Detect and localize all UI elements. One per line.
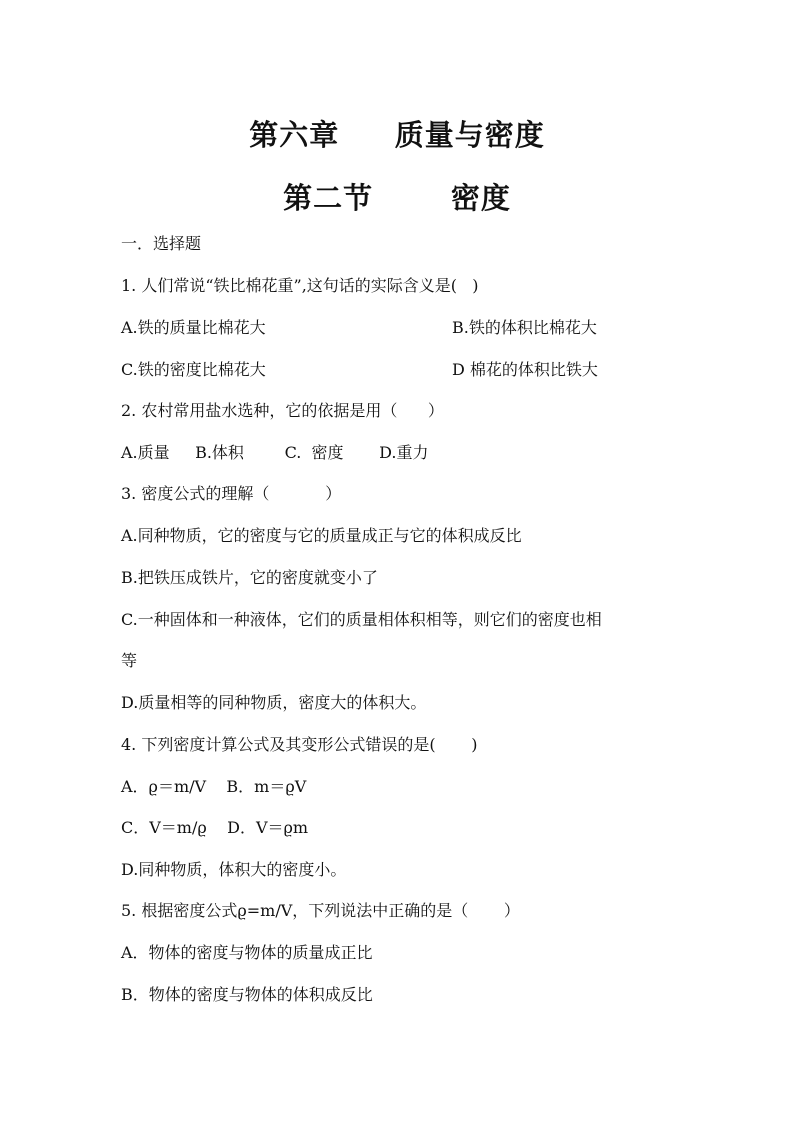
question-5-option-b: B．物体的密度与物体的体积成反比	[121, 985, 373, 1004]
question-4-options-ab: A．ϱ＝m/V B．m＝ϱV	[121, 777, 307, 796]
question-3-option-b: B.把铁压成铁片，它的密度就变小了	[121, 568, 378, 587]
question-3-option-c: C.一种固体和一种液体，它们的质量相体积相等，则它们的密度也相	[121, 610, 602, 629]
question-1-stem: 1. 人们常说“铁比棉花重”,这句话的实际含义是( )	[121, 276, 479, 295]
question-3-option-d: D.质量相等的同种物质，密度大的体积大。	[121, 693, 427, 712]
question-1-option-c: C.铁的密度比棉花大	[121, 360, 266, 379]
question-4-extra-option: D.同种物质，体积大的密度小。	[121, 860, 347, 879]
question-5-stem: 5. 根据密度公式ϱ=m/V，下列说法中正确的是（ ）	[121, 901, 520, 920]
question-1-option-a: A.铁的质量比棉花大	[121, 318, 266, 337]
question-1-option-d: D 棉花的体积比铁大	[452, 360, 598, 379]
question-1-option-b: B.铁的体积比棉花大	[452, 318, 597, 337]
question-3-option-a: A.同种物质，它的密度与它的质量成正与它的体积成反比	[121, 526, 522, 545]
question-4-stem: 4. 下列密度计算公式及其变形公式错误的是( )	[121, 735, 478, 754]
part-heading: 一．选择题	[121, 234, 202, 253]
question-3-stem: 3. 密度公式的理解（ ）	[121, 484, 342, 503]
question-4-options-cd: C．V＝m/ϱ D．V＝ϱm	[121, 818, 309, 837]
section-title: 第二节 密度	[283, 181, 511, 215]
question-3-option-c-continued: 等	[121, 651, 138, 670]
question-2-options: A.质量 B.体积 C. 密度 D.重力	[121, 443, 429, 462]
question-5-option-a: A．物体的密度与物体的质量成正比	[121, 943, 373, 962]
question-2-stem: 2. 农村常用盐水选种，它的依据是用（ ）	[121, 401, 444, 420]
chapter-title: 第六章 质量与密度	[249, 118, 545, 152]
